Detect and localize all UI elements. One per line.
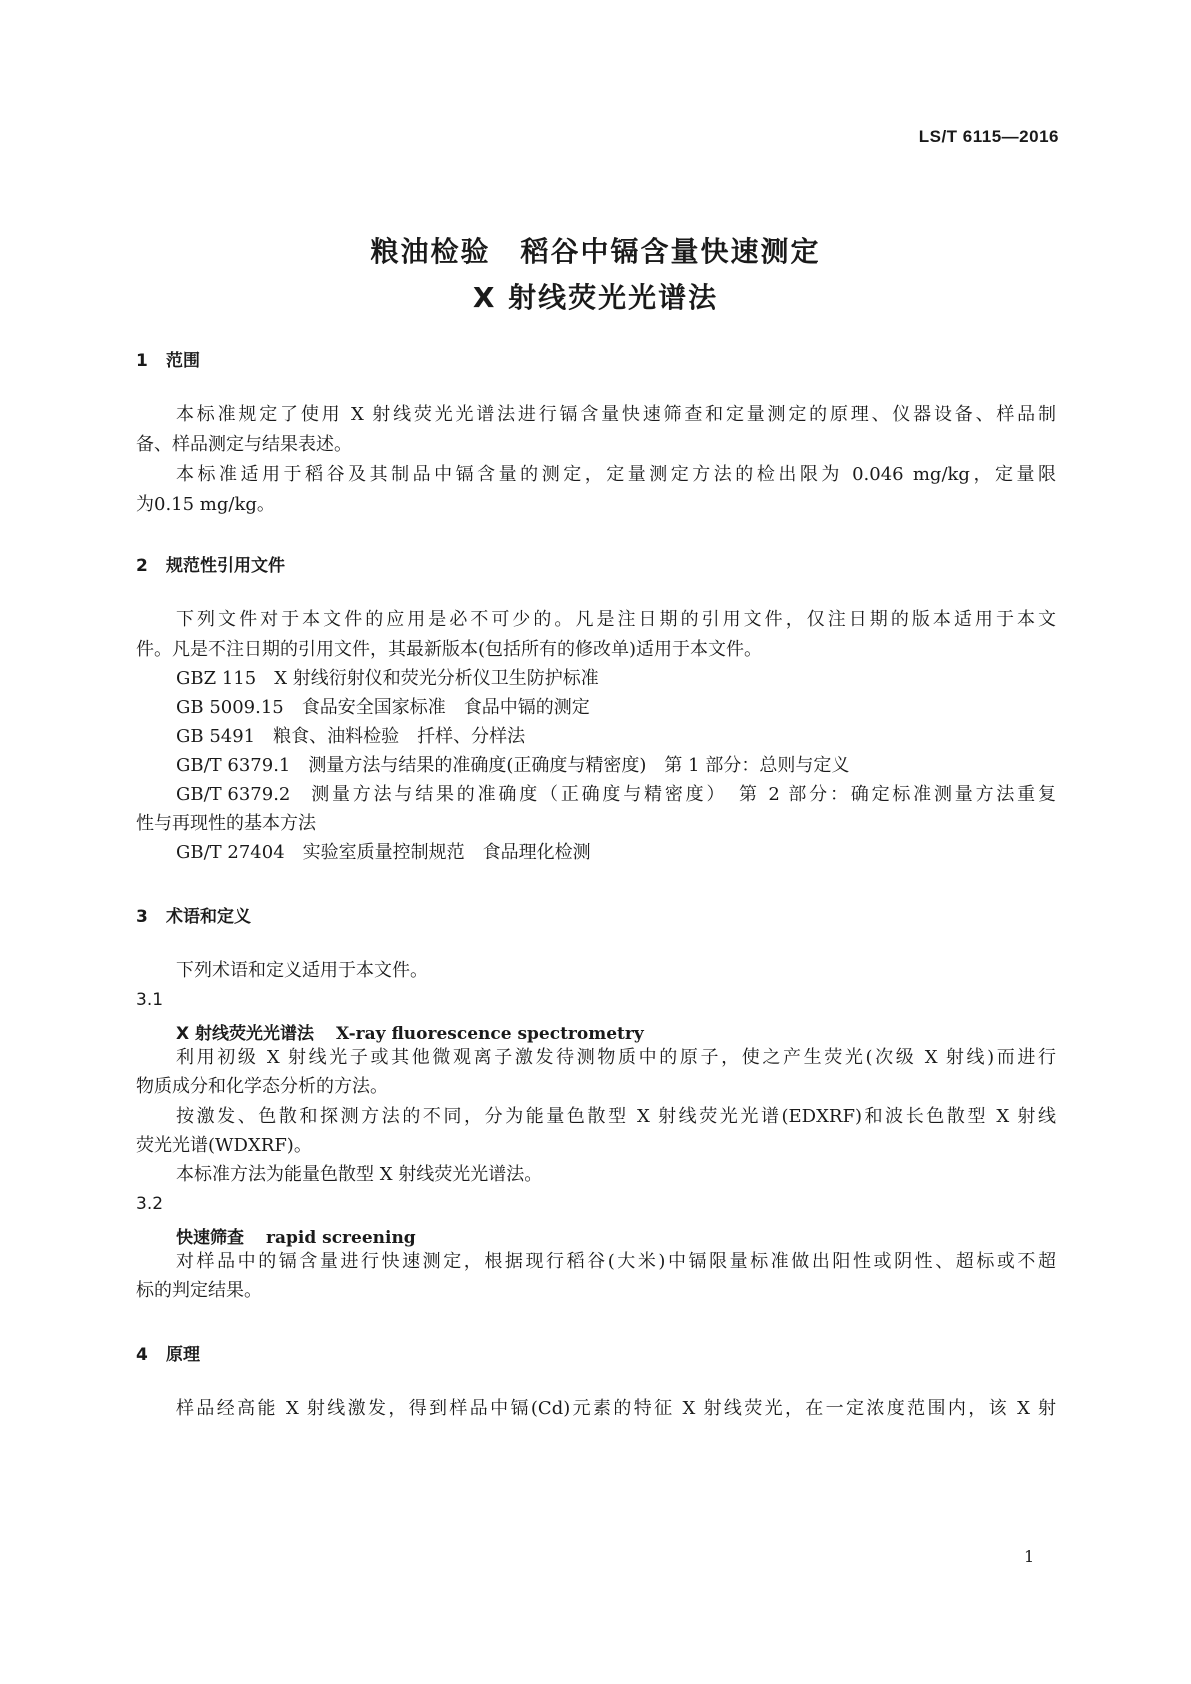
term-english: X-ray fluorescence spectrometry: [336, 1024, 644, 1044]
term-number: 3.2: [136, 1194, 164, 1214]
paragraph-line: 按激发、色散和探测方法的不同，分为能量色散型 X 射线荧光光谱(EDXRF)和波长色散型 X 射线: [176, 1106, 1057, 1127]
term-heading: [176, 1019, 644, 1044]
term-chinese: X 射线荧光光谱法: [176, 1024, 315, 1044]
normative-reference: [176, 784, 1056, 806]
term-english: rapid screening: [266, 1228, 416, 1248]
section-1-heading: [136, 346, 200, 371]
page-number: 1: [1024, 1547, 1035, 1566]
paragraph-line: 下列文件对于本文件的应用是必不可少的。凡是注日期的引用文件，仅注日期的版本适用于本文: [176, 609, 1056, 630]
paragraph-line: 本标准适用于稻谷及其制品中镉含量的测定，定量测定方法的检出限为 0.046 mg/kg，定量限: [176, 464, 1056, 485]
document-title-line-2: X 射线荧光光谱法: [472, 281, 719, 314]
reference-continuation: 性与再现性的基本方法: [136, 813, 316, 834]
section-title: 术语和定义: [166, 907, 251, 927]
reference-code: GB 5491: [176, 726, 256, 747]
normative-reference: [176, 755, 849, 777]
section-number: 1: [136, 351, 148, 371]
normative-reference: [176, 668, 599, 690]
paragraph-line: 样品经高能 X 射线激发，得到样品中镉(Cd)元素的特征 X 射线荧光，在一定浓度范围内，该 X 射: [176, 1398, 1056, 1419]
paragraph-line: 为0.15 mg/kg。: [136, 494, 275, 515]
section-4-heading: [136, 1340, 200, 1365]
term-number: 3.1: [136, 990, 164, 1010]
paragraph-line: 荧光光谱(WDXRF)。: [136, 1135, 312, 1156]
section-title: 范围: [166, 351, 200, 371]
reference-title: 食品安全国家标准 食品中镉的测定: [301, 697, 590, 718]
paragraph-line: 本标准规定了使用 X 射线荧光光谱法进行镉含量快速筛查和定量测定的原理、仪器设备、样品制: [176, 404, 1056, 425]
paragraph-line: 对样品中的镉含量进行快速测定，根据现行稻谷(大米)中镉限量标准做出阳性或阴性、超标或不超: [176, 1251, 1056, 1272]
section-title: 规范性引用文件: [166, 556, 285, 576]
reference-title: 粮食、油料检验 扦样、分样法: [273, 726, 526, 747]
reference-code: GBZ 115: [176, 668, 257, 689]
paragraph-line: 备、样品测定与结果表述。: [136, 434, 352, 455]
term-chinese: 快速筛查: [176, 1228, 244, 1248]
paragraph-line: 下列术语和定义适用于本文件。: [176, 960, 428, 981]
standard-code: LS/T 6115—2016: [918, 127, 1059, 146]
section-title: 原理: [166, 1345, 200, 1365]
reference-title: 测量方法与结果的准确度（正确度与精密度） 第 2 部分：确定标准测量方法重复: [308, 784, 1056, 805]
paragraph-line: 本标准方法为能量色散型 X 射线荧光光谱法。: [176, 1164, 543, 1185]
normative-reference: [176, 726, 525, 748]
paragraph-line: 件。凡是不注日期的引用文件，其最新版本(包括所有的修改单)适用于本文件。: [136, 639, 763, 660]
paragraph-line: 物质成分和化学态分析的方法。: [136, 1076, 388, 1097]
reference-code: GB/T 6379.2: [176, 784, 291, 805]
reference-title: 实验室质量控制规范 食品理化检测: [302, 842, 591, 863]
section-number: 4: [136, 1345, 148, 1365]
section-3-heading: [136, 902, 251, 927]
section-number: 3: [136, 907, 148, 927]
term-heading: [176, 1223, 416, 1248]
reference-code: GB 5009.15: [176, 697, 284, 718]
reference-code: GB/T 27404: [176, 842, 285, 863]
normative-reference: [176, 697, 590, 719]
paragraph-line: 标的判定结果。: [136, 1280, 262, 1301]
reference-code: GB/T 6379.1: [176, 755, 291, 776]
reference-title: X 射线衍射仪和荧光分析仪卫生防护标准: [274, 668, 599, 689]
paragraph-line: 利用初级 X 射线光子或其他微观离子激发待测物质中的原子，使之产生荧光(次级 X 射线)而进行: [176, 1047, 1056, 1068]
document-title-line-1: 粮油检验 稻谷中镉含量快速测定: [370, 235, 821, 268]
reference-title: 测量方法与结果的准确度(正确度与精密度) 第 1 部分：总则与定义: [308, 755, 850, 776]
section-2-heading: [136, 551, 285, 576]
section-number: 2: [136, 556, 148, 576]
normative-reference: [176, 842, 591, 864]
